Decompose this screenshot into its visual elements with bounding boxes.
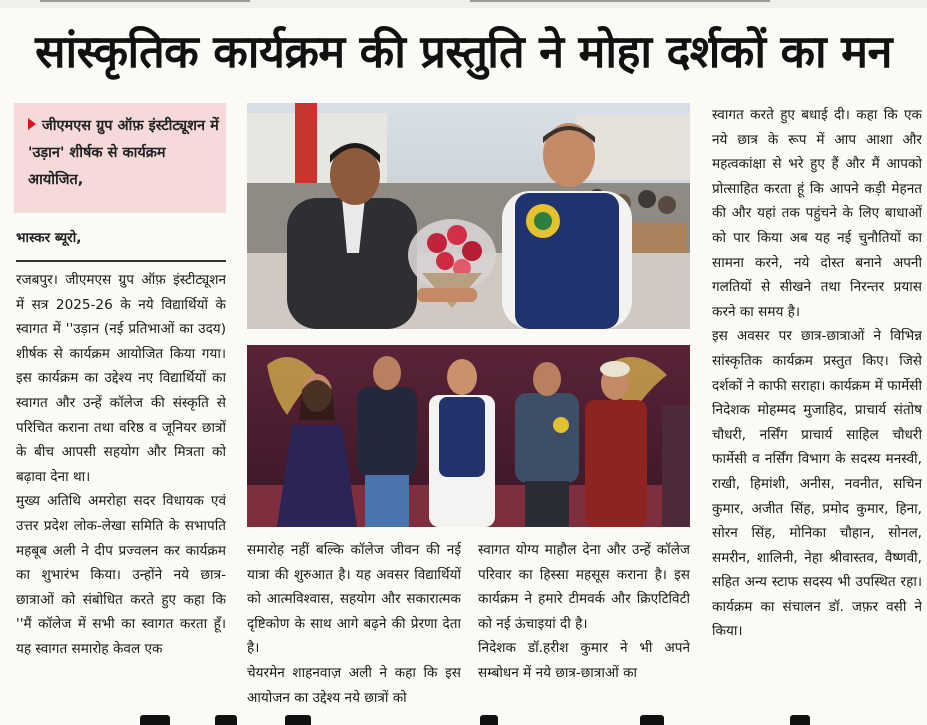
paragraph: मुख्य अतिथि अमरोहा सदर विधायक एवं उत्तर प्रदेश लोक-लेखा समिति के सभापति महबूब अली ने दीप प्रज्वलन कर कार्यक्रम का शुभारंभ किया। उन्होंने नये छात्र-छात्राओं को संबोधित करते हुए कहा कि ''मैं कॉलेज में सभी का स्वागत करता हूँ। यह स्वागत समारोह केवल एक bbox=[16, 493, 226, 657]
paragraph: इस अवसर पर छात्र-छात्राओं ने विभिन्न सांस्कृतिक कार्यक्रम प्रस्तुत किए। जिसे दर्शकों ने काफी सराहा। कार्यक्रम में फार्मेसी निदेशक मोहम्मद मुजाहिद, प्राचार्य संतोष चौधरी, नर्सिंग प्राचार्य साहिल चौधरी फार्मेसी व नर्सिंग विभाग के सदस्य मनस्वी, राखी, हिमांशी, अनीस, नवनीत, सचिन कुमार, अजीत सिंह, प्रमोद कुमार, हिना, सोरन सिंह, मोनिका चौहान, सोनल, समरीन, शालिनी, नेहा श्रीवास्तव, वैष्णवी, सहित अन्य स्टाफ सदस्य भी उपस्थित रहा। कार्यक्रम का संचालन डॉ. जफ़र वसी ने किया। bbox=[712, 328, 922, 640]
paragraph: निदेशक डॉ.हरीश कुमार ने भी अपने सम्बोधन में नये छात्र-छात्राओं का bbox=[478, 640, 690, 681]
article-column-2 bbox=[247, 538, 461, 708]
bouquet-presentation-photo bbox=[247, 103, 690, 329]
paragraph: स्वागत करते हुए बधाई दी। कहा कि एक नये छात्र के रूप में आप आशा और महत्वकांक्षा से भरे हुए हैं और मैं आपको प्रोत्साहित करता हूं कि आपने कड़ी मेहनत की और यहां तक पहुंचने के लिए बाधाओं को पार किया अब यह नई चुनौतियों का सामना करने, नये दोस्त बनाने अपनी गलतियों से सीखने तथा निरन्तर प्रयास करने का समय है। bbox=[712, 107, 922, 320]
stage-group-photo bbox=[247, 345, 690, 527]
photo-1-image bbox=[247, 103, 690, 329]
article-column-4 bbox=[712, 103, 922, 708]
paragraph: चेयरमेन शाहनवाज़ अली ने कहा कि इस आयोजन का उद्देश्य नये छात्रों को bbox=[247, 664, 461, 706]
arrow-icon bbox=[28, 118, 36, 130]
divider bbox=[16, 260, 226, 262]
highlight-box-text: जीएमएस ग्रुप ऑफ़ इंस्टीट्यूशन में 'उड़ान' शीर्षक से कार्यक्रम आयोजित, bbox=[28, 118, 219, 188]
article-column-3 bbox=[478, 538, 690, 708]
article-column-1 bbox=[16, 268, 226, 708]
paragraph: स्वागत योग्य माहौल देना और उन्हें कॉलेज परिवार का हिस्सा महसूस कराना है। इस कार्यक्रम ने हमारे टीमवर्क और क्रिएटिविटी को नई ऊंचाइयां दी है। bbox=[478, 542, 690, 632]
page-headline: सांस्कृतिक कार्यक्रम की प्रस्तुति ने मोहा दर्शकों का मन bbox=[35, 25, 892, 78]
previous-headline-strip bbox=[0, 0, 927, 8]
photo-2-image bbox=[247, 345, 690, 527]
paragraph: समारोह नहीं बल्कि कॉलेज जीवन की नई यात्रा की शुरुआत है। यह अवसर विद्यार्थियों को आत्मविश्वास, सहयोग और सकारात्मक दृष्टिकोण के साथ आगे बढ़ने की प्रेरणा देता है। bbox=[247, 542, 461, 657]
highlight-box bbox=[14, 103, 226, 213]
byline: भास्कर ब्यूरो, bbox=[16, 230, 82, 246]
paragraph: रजबपुर। जीएमएस ग्रुप ऑफ़ इंस्टीट्यूशन में सत्र 2025-26 के नये विद्यार्थियों के स्वागत में ''उड़ान (नई प्रतिभाओं का उदय) शीर्षक से कार्यक्रम आयोजित किया गया। इस कार्यक्रम का उद्देश्य नए विद्यार्थियों का स्वागत और उन्हें कॉलेज की संस्कृति से परिचित कराना तथा वरिष्ठ व जूनियर छात्रों के बीच आपसी सहयोग और मित्रता को बढ़ावा देना था। bbox=[16, 272, 226, 485]
highlight-text bbox=[28, 113, 222, 194]
next-headline-strip bbox=[0, 712, 927, 723]
